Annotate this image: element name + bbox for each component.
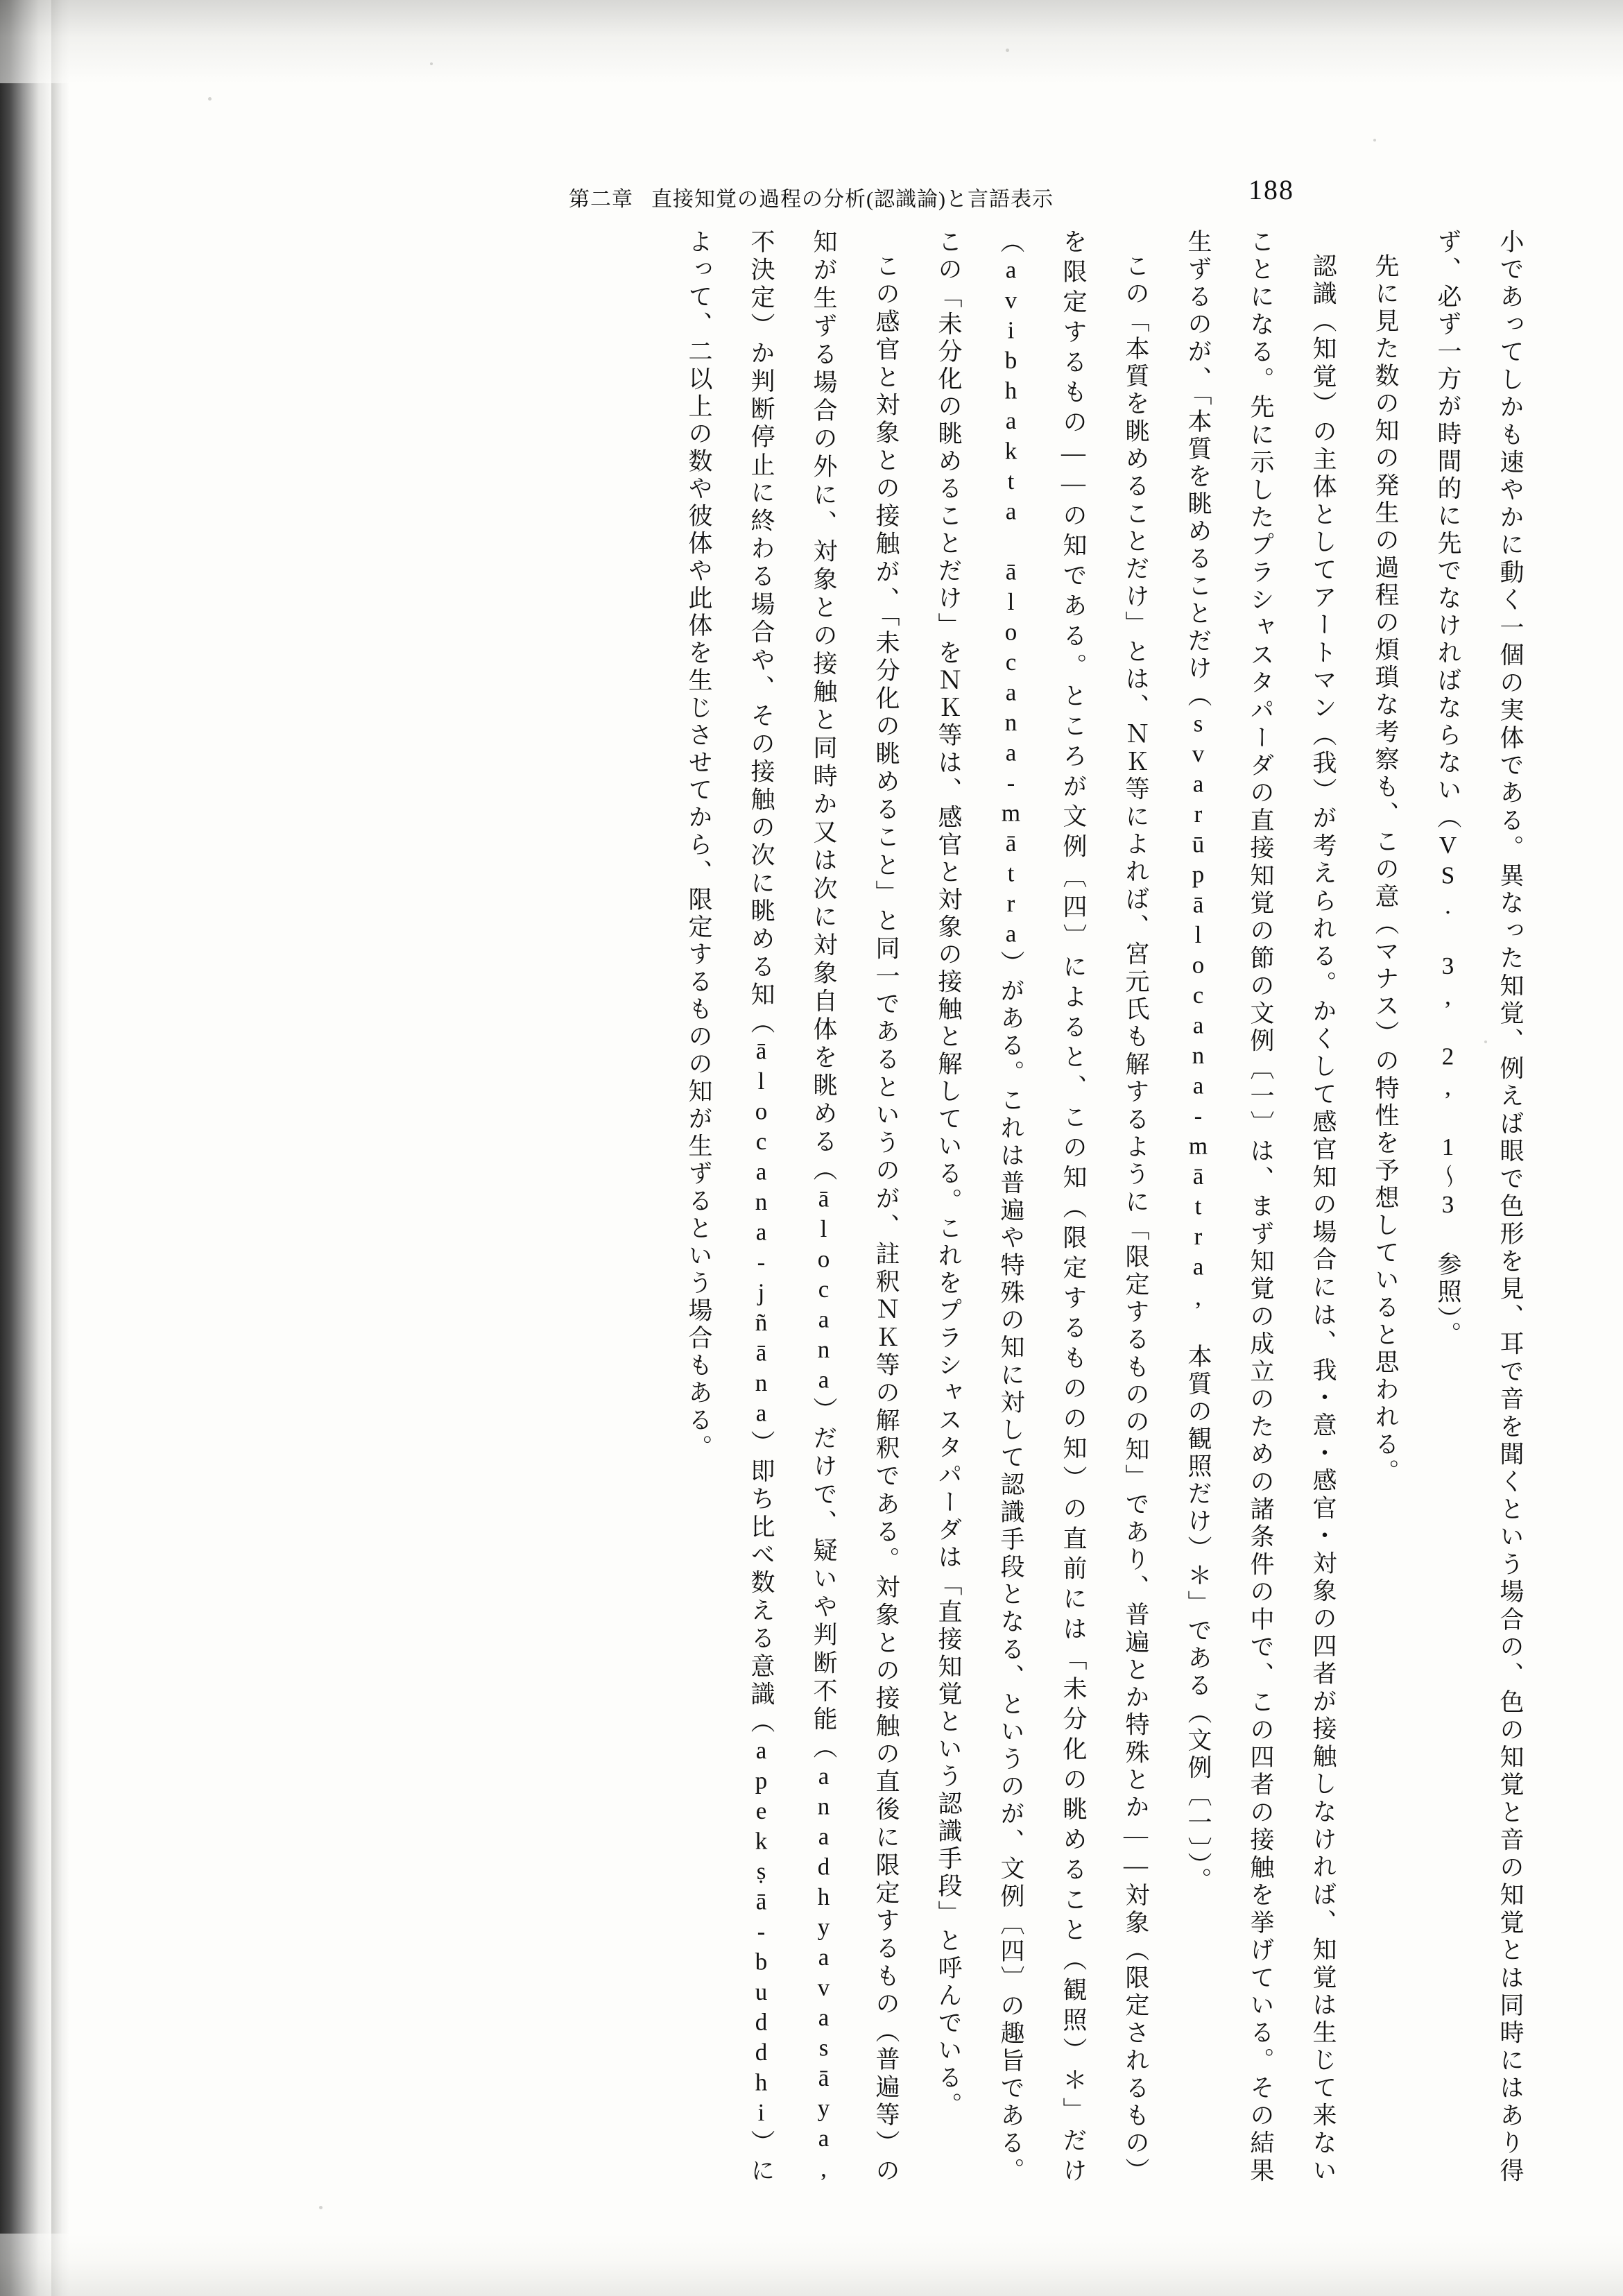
- paragraph: 小であってしかも速やかに動く一個の実体である。異なった知覚、例えば眼で色形を見、耳で音を聞くという場合の、色の知覚と音の知覚とは同時にはあり得ず、必ず一方が時間的に先でなければならない（VS. 3, 2, 1～3 参照）。: [1434, 229, 1524, 2186]
- paragraph: この感官と対象との接触が、「未分化の眺めること」と同一であるというのが、註釈ＮＫ等の解釈である。対象との接触の直後に限定するもの（普遍等）の知が生ずる場合の外に、対象との接触と同時か又は次に対象自体を眺める（ālocana）だけで、疑いや判断不能（anadhyavasāya, 不決定）か判断停止に終わる場合や、その接触の次に眺める知（ālocana-jñāna）即ち比べ数える意識（apekṣā-buddhi）によって、二以上の数や彼体や此体を生じさせてから、限定するものの知が生ずるという場合もある。: [685, 229, 900, 2185]
- paragraph: この「本質を眺めることだけ」とは、ＮＫ等によれば、宮元氏も解するように「限定するものの知」であり、普遍とか特殊とか――対象（限定されるもの）を限定するもの――の知である。ところが文例〔四〕によると、この知（限定するものの知）の直前には「未分化の眺めること（観照）＊」だけ（avibhakta ālocana-mātra）がある。これは普遍や特殊の知に対して認識手段となる、というのが、文例〔四〕の趣旨である。この「未分化の眺めることだけ」をＮＫ等は、感官と対象の接触と解している。これをプラシャスタパーダは「直接知覚という認識手段」と呼んでいる。: [935, 229, 1149, 2186]
- page-number: 188: [1248, 174, 1294, 205]
- header-chapter-label: 第二章: [569, 188, 633, 211]
- scan-speck: [319, 2206, 323, 2209]
- scan-speck: [430, 62, 433, 65]
- page-gutter-shadow-soft: [51, 0, 69, 2296]
- page-bottom-shadow: [0, 2234, 1623, 2296]
- header-title-label: 直接知覚の過程の分析(認識論)と言語表示: [651, 188, 1054, 211]
- scan-speck: [208, 97, 212, 101]
- paragraph: 先に見た数の知の発生の過程の煩瑣な考察も、この意（マナス）の特性を予想していると思われる。: [1372, 253, 1399, 1487]
- page-top-shadow: [0, 0, 1623, 83]
- page-gutter-shadow: [0, 0, 54, 2296]
- scan-speck: [1006, 49, 1009, 52]
- body-text-column: [348, 229, 1541, 2185]
- running-header: [569, 182, 1304, 212]
- scan-speck: [1373, 139, 1376, 142]
- paragraph: 認識（知覚）の主体としてアートマン（我）が考えられる。かくして感官知の場合には、我・意・感官・対象の四者が接触しなければ、知覚は生じて来ないことになる。先に示したプラシャスタパーダの直接知覚の節の文例〔一〕は、まず知覚の成立のための諸条件の中で、この四者の接触を挙げている。その結果生ずるのが、「本質を眺めることだけ（svarūpālocana-mātra, 本質の観照だけ）＊」である（文例〔一〕）。: [1185, 229, 1337, 2186]
